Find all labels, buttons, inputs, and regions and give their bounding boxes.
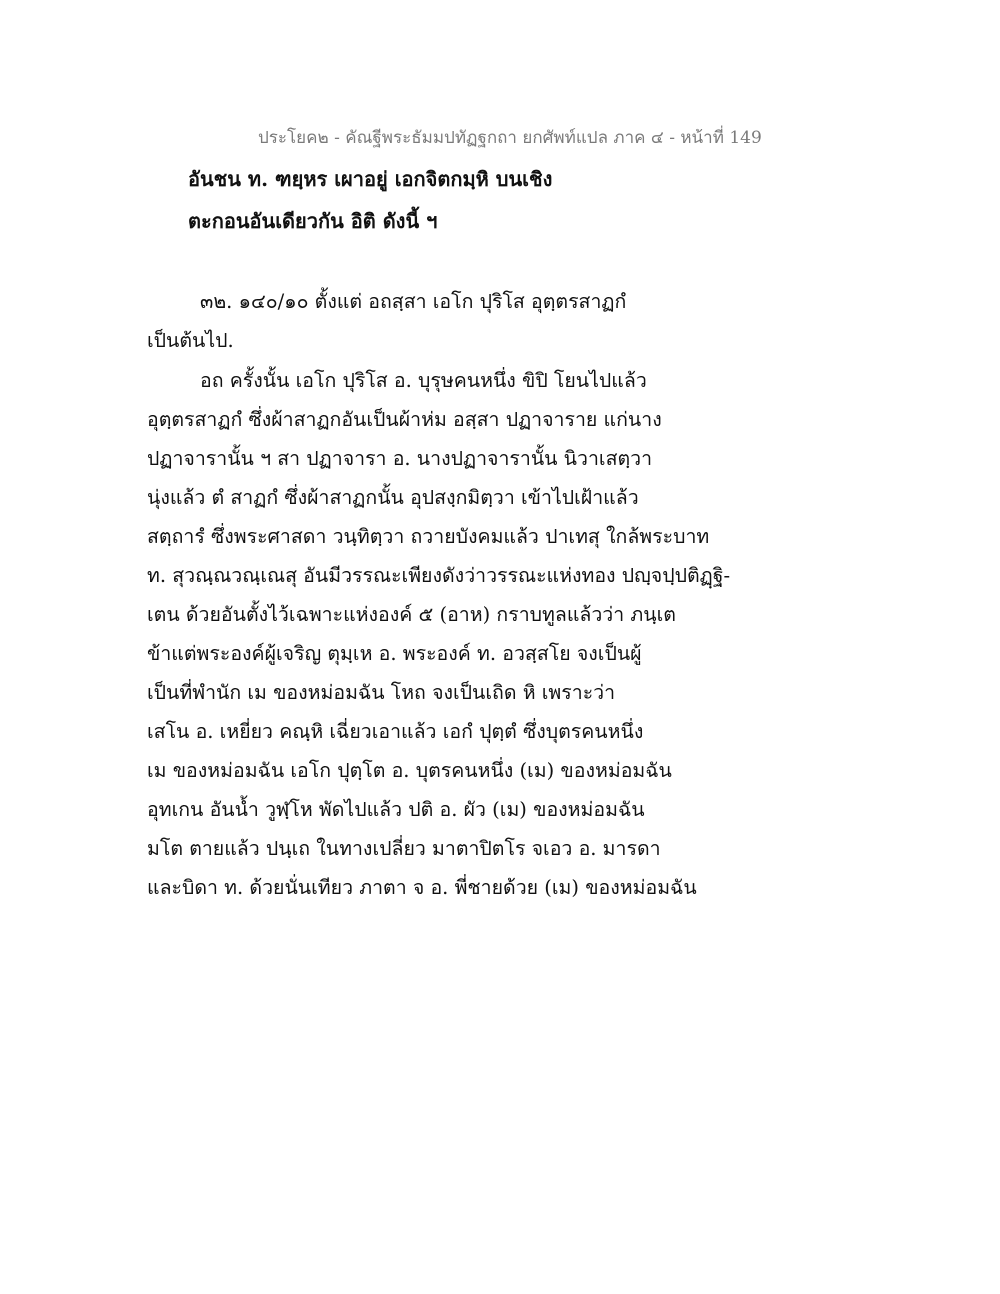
intro-line-1: อันชน ท. ฑยฺหร เผาอยู่ เอกจิตกมฺหิ บนเชิง: [188, 167, 553, 191]
body-line-13: มโต ตายแล้ว ปนฺเถ ในทางเปลี่ยว มาตาปิตโร จเอว อ. มารดา: [147, 837, 661, 860]
body-line-2: อุตฺตรสาฏกํ ซึ่งผ้าสาฏกอันเป็นผ้าห่ม อสฺสา ปฏาจาราย แก่นาง: [147, 408, 662, 431]
body-line-11: เม ของหม่อมฉัน เอโก ปุตฺโต อ. บุตรคนหนึ่ง (เม) ของหม่อมฉัน: [147, 759, 672, 782]
body-line-9: เป็นที่พำนัก เม ของหม่อมฉัน โหถ จงเป็นเถิด หิ เพราะว่า: [147, 681, 616, 704]
section-heading: ๓๒. ๑๔๐/๑๐ ตั้งแต่ อถสฺสา เอโก ปุริโส อุตฺตรสาฏกํ: [200, 290, 627, 313]
body-line-7: เตน ด้วยอันตั้งไว้เฉพาะแห่งองค์ ๕ (อาห) กราบทูลแล้วว่า ภนฺเต: [147, 603, 676, 626]
body-line-6: ท. สุวณฺณวณฺเณสุ อันมีวรรณะเพียงดังว่าวรรณะแห่งทอง ปญฺจปฺปติฏฺฐิ-: [147, 564, 731, 587]
body-line-14: และบิดา ท. ด้วยนั่นเทียว ภาตา จ อ. พี่ชายด้วย (เม) ของหม่อมฉัน: [147, 876, 697, 899]
page-header: ประโยค๒ - คัณฐีพระธัมมปทัฏฐกถา ยกศัพท์แปล ภาค ๔ - หน้าที่ 149: [258, 128, 762, 148]
body-line-8: ข้าแต่พระองค์ผู้เจริญ ตุมฺเห อ. พระองค์ ท. อวสฺสโย จงเป็นผู้: [147, 642, 642, 665]
body-line-3: ปฏาจารานั้น ฯ สา ปฏาจารา อ. นางปฏาจารานั้น นิวาเสตฺวา: [147, 447, 653, 470]
intro-line-2: ตะกอนอันเดียวกัน อิติ ดังนี้ ฯ: [188, 209, 438, 233]
body-line-1: อถ ครั้งนั้น เอโก ปุริโส อ. บุรุษคนหนึ่ง ขิปิ โยนไปแล้ว: [200, 369, 647, 392]
body-line-12: อุทเกน อันน้ำ วูฬฺโห พัดไปแล้ว ปติ อ. ผัว (เม) ของหม่อมฉัน: [147, 798, 645, 821]
body-line-4: นุ่งแล้ว ตํ สาฏกํ ซึ่งผ้าสาฏกนั้น อุปสงฺกมิตฺวา เข้าไปเฝ้าแล้ว: [147, 486, 639, 509]
body-line-10: เสโน อ. เหยี่ยว คณฺหิ เฉี่ยวเอาแล้ว เอกํ ปุตฺตํ ซึ่งบุตรคนหนึ่ง: [147, 720, 644, 743]
body-line-5: สตฺถารํ ซึ่งพระศาสดา วนฺทิตฺวา ถวายบังคมแล้ว ปาเทสุ ใกล้พระบาท: [147, 525, 710, 548]
section-heading-cont: เป็นต้นไป.: [147, 329, 234, 352]
